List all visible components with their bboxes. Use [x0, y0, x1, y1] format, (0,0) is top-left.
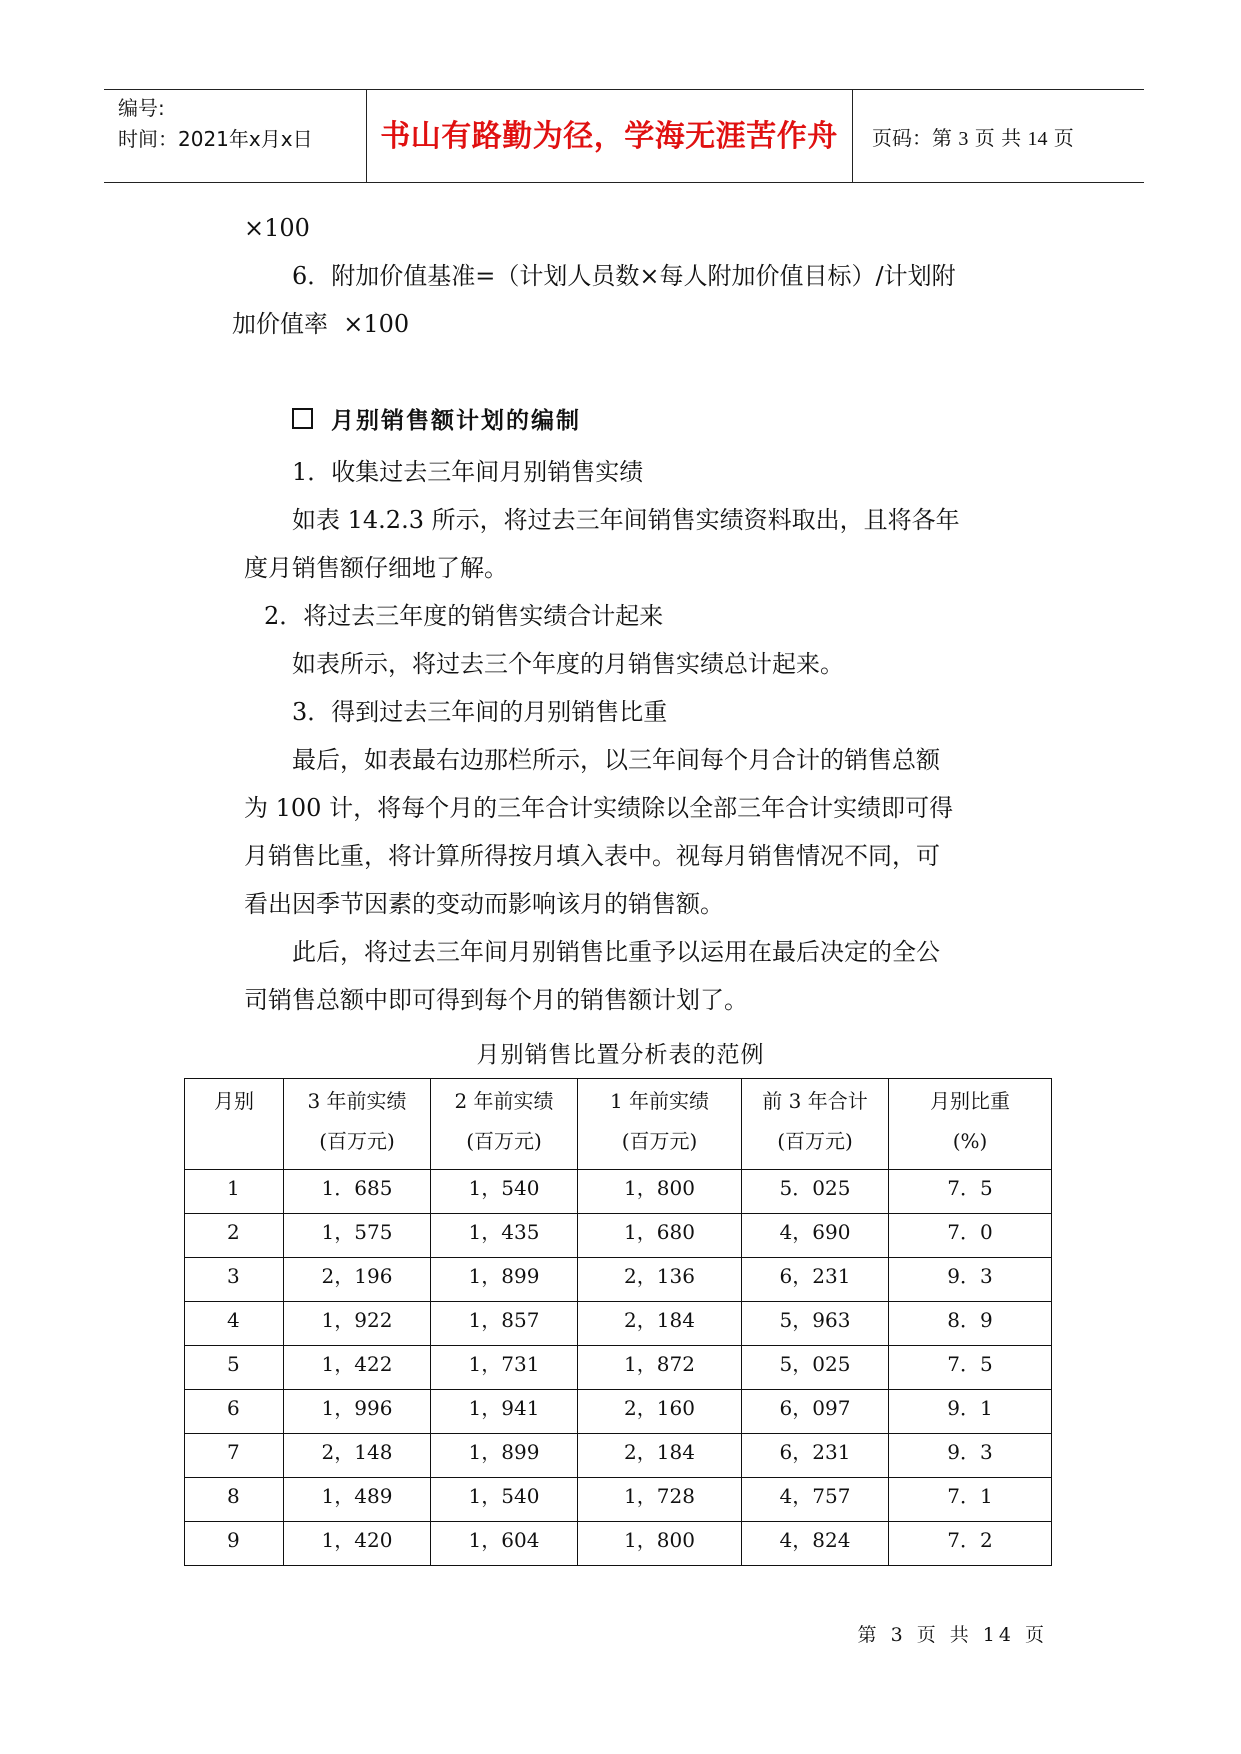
header-bottom-rule	[104, 182, 1144, 183]
table-cell: 2，184	[578, 1302, 742, 1346]
column-header-line: (百万元)	[777, 1129, 853, 1153]
text-line: 3．得到过去三年间的月别销售比重	[292, 698, 668, 726]
table-cell: 7．2	[889, 1522, 1052, 1566]
table-row	[185, 1302, 1052, 1346]
column-header-line: (百万元)	[319, 1129, 395, 1153]
table-cell: 1，604	[431, 1522, 578, 1566]
continuation-text	[244, 204, 310, 252]
column-header-line: 月别	[214, 1089, 254, 1113]
header-meta	[118, 93, 313, 155]
step-2-title	[264, 592, 663, 640]
page-footer: 第 3 页 共 14 页	[857, 1624, 1048, 1646]
table-cell: 2，196	[284, 1258, 431, 1302]
table-row	[185, 1478, 1052, 1522]
column-header-3-years-ago	[284, 1079, 431, 1170]
table-cell-month: 2	[185, 1214, 284, 1258]
table-cell-month: 3	[185, 1258, 284, 1302]
text-line: 加价值率 ×100	[232, 310, 410, 338]
table-cell: 1，922	[284, 1302, 431, 1346]
table-cell: 1，435	[431, 1214, 578, 1258]
table-cell: 1，899	[431, 1434, 578, 1478]
header-page-suffix: 页	[1053, 126, 1074, 150]
step-3-paragraph	[244, 736, 953, 928]
table-cell: 7．5	[889, 1170, 1052, 1214]
table-cell: 2，136	[578, 1258, 742, 1302]
header-top-rule	[104, 89, 1144, 90]
table-cell: 9．1	[889, 1390, 1052, 1434]
table-cell-month: 9	[185, 1522, 284, 1566]
text-line: 最后，如表最右边那栏所示，以三年间每个月合计的销售总额	[292, 746, 940, 774]
table-cell: 2，148	[284, 1434, 431, 1478]
header-page-middle: 页 共	[974, 126, 1022, 150]
table-cell: 1，575	[284, 1214, 431, 1258]
table-cell: 6，231	[742, 1258, 889, 1302]
table-cell: 4，690	[742, 1214, 889, 1258]
text-line: 司销售总额中即可得到每个月的销售额计划了。	[244, 986, 748, 1014]
table-row	[185, 1434, 1052, 1478]
table-row	[185, 1214, 1052, 1258]
table-cell: 4，824	[742, 1522, 889, 1566]
text-line: 月销售比重，将计算所得按月填入表中。视每月销售情况不同，可	[244, 842, 940, 870]
text-line: 如表所示，将过去三个年度的月销售实绩总计起来。	[292, 650, 844, 678]
table-cell: 5，963	[742, 1302, 889, 1346]
column-header-1-year-ago	[578, 1079, 742, 1170]
text-line: 6．附加价值基准=（计划人员数×每人附加价值目标）/计划附	[292, 262, 956, 290]
sales-ratio-table	[184, 1078, 1052, 1566]
page-header	[104, 89, 1144, 182]
table-cell: 6，097	[742, 1390, 889, 1434]
table-cell: 9．3	[889, 1258, 1052, 1302]
table-cell: 1，540	[431, 1478, 578, 1522]
section-heading	[292, 402, 581, 435]
table-cell: 1，728	[578, 1478, 742, 1522]
table-cell: 1，857	[431, 1302, 578, 1346]
table-cell: 1，941	[431, 1390, 578, 1434]
table-header-row	[185, 1079, 1052, 1170]
table-cell: 7．0	[889, 1214, 1052, 1258]
text-line: 看出因季节因素的变动而影响该月的销售额。	[244, 890, 724, 918]
table-cell: 1，422	[284, 1346, 431, 1390]
table-cell: 7．5	[889, 1346, 1052, 1390]
table-row	[185, 1390, 1052, 1434]
table-cell: 8．9	[889, 1302, 1052, 1346]
column-header-line: 2 年前实绩	[454, 1089, 554, 1113]
column-header-line: 月别比重	[930, 1089, 1010, 1113]
column-header-2-years-ago	[431, 1079, 578, 1170]
table-cell: 2，160	[578, 1390, 742, 1434]
table-cell: 4，757	[742, 1478, 889, 1522]
step-3-title	[292, 688, 667, 736]
table-cell: 1，800	[578, 1522, 742, 1566]
table-cell-month: 1	[185, 1170, 284, 1214]
table-cell: 1，420	[284, 1522, 431, 1566]
header-page-current: 3	[958, 128, 969, 150]
table-cell-month: 8	[185, 1478, 284, 1522]
column-header-monthly-ratio	[889, 1079, 1052, 1170]
column-header-line: 3 年前实绩	[307, 1089, 407, 1113]
text-line: 度月销售额仔细地了解。	[244, 554, 508, 582]
text-line: 此后，将过去三年间月别销售比重予以运用在最后决定的全公	[292, 938, 940, 966]
table-cell: 1，540	[431, 1170, 578, 1214]
text-line: 2．将过去三年度的销售实绩合计起来	[264, 602, 664, 630]
header-page-total: 14	[1027, 128, 1048, 150]
header-motto: 书山有路勤为径，学海无涯苦作舟	[380, 119, 838, 154]
table-cell-month: 6	[185, 1390, 284, 1434]
table-cell: 1．685	[284, 1170, 431, 1214]
item-6-paragraph	[232, 252, 956, 348]
column-header-line: (%)	[952, 1129, 988, 1153]
table-cell: 1，489	[284, 1478, 431, 1522]
table-row	[185, 1170, 1052, 1214]
header-page-prefix: 页码：第	[872, 126, 952, 150]
column-header-line: (百万元)	[621, 1129, 698, 1153]
text-line: 如表 14.2.3 所示，将过去三年间销售实绩资料取出，且将各年	[292, 506, 960, 534]
table-cell: 1，680	[578, 1214, 742, 1258]
table-caption: 月别销售比置分析表的范例	[476, 1042, 765, 1068]
table-row	[185, 1346, 1052, 1390]
step-2-paragraph	[292, 640, 844, 688]
table-cell: 5，025	[742, 1346, 889, 1390]
table-row	[185, 1522, 1052, 1566]
header-time-label: 时间：2021年x月x日	[118, 127, 313, 151]
column-header-line: 1 年前实绩	[609, 1089, 710, 1113]
step-1-title	[292, 448, 643, 496]
text-line: ×100	[244, 214, 310, 242]
section-heading-text: 月别销售额计划的编制	[331, 408, 581, 434]
table-cell: 6，231	[742, 1434, 889, 1478]
table-cell: 1，731	[431, 1346, 578, 1390]
column-header-3-year-total	[742, 1079, 889, 1170]
column-header-month	[185, 1079, 284, 1170]
table-cell: 1，899	[431, 1258, 578, 1302]
step-1-paragraph	[244, 496, 960, 592]
header-divider-right	[852, 89, 853, 182]
column-header-line: 前 3 年合计	[762, 1089, 868, 1113]
table-cell: 7．1	[889, 1478, 1052, 1522]
table-row	[185, 1258, 1052, 1302]
closing-paragraph	[244, 928, 940, 1024]
header-number-label: 编号:	[118, 96, 165, 120]
checkbox-square-icon	[292, 408, 313, 429]
column-header-line: (百万元)	[466, 1129, 542, 1153]
text-line: 为 100 计，将每个月的三年合计实绩除以全部三年合计实绩即可得	[244, 794, 954, 822]
table-cell: 1，800	[578, 1170, 742, 1214]
text-line: 1．收集过去三年间月别销售实绩	[292, 458, 644, 486]
table-cell-month: 4	[185, 1302, 284, 1346]
table-cell-month: 5	[185, 1346, 284, 1390]
table-cell: 5．025	[742, 1170, 889, 1214]
table-cell: 2，184	[578, 1434, 742, 1478]
table-cell-month: 7	[185, 1434, 284, 1478]
table-cell: 9．3	[889, 1434, 1052, 1478]
header-page-indicator	[872, 122, 1074, 151]
table-cell: 1，872	[578, 1346, 742, 1390]
table-cell: 1，996	[284, 1390, 431, 1434]
